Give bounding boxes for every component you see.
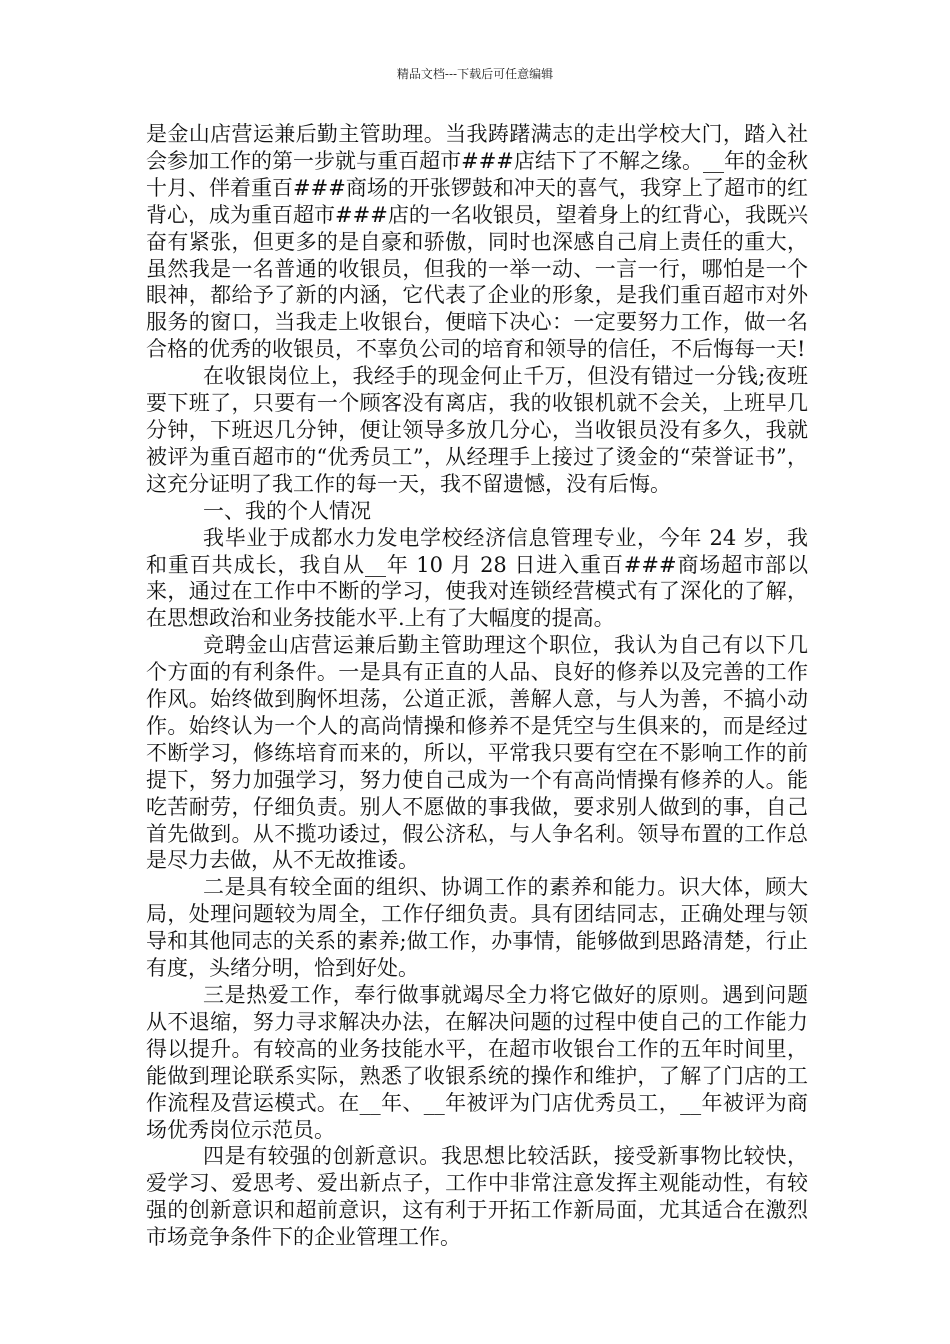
paragraph-4: 竞聘金山店营运兼后勤主管助理这个职位，我认为自己有以下几个方面的有利条件。一是具有正直的人品、良好的修养以及完善的工作作风。始终做到胸怀坦荡，公道正派，善解人意，与人为善，不搞小动作。始终认为一个人的高尚情操和修养不是凭空与生俱来的，而是经过不断学习，修练培育而来的，所以，平常我只要有空在不影响工作的前提下，努力加强学习，努力使自己成为一个有高尚情操有修养的人。能吃苦耐劳，仔细负责。别人不愿做的事我做，要求别人做到的事，自己首先做到。从不揽功诿过，假公济私，与人争名利。领导布置的工作总是尽力去做，从不无故推诿。 — [146, 633, 808, 873]
paragraph-7: 四是有较强的创新意识。我思想比较活跃，接受新事物比较快，爱学习、爱思考、爱出新点子，工作中非常注意发挥主观能动性，有较强的创新意识和超前意识，这有利于开拓工作新局面，尤其适合在激烈市场竞争条件下的企业管理工作。 — [146, 1144, 808, 1250]
paragraph-3: 我毕业于成都水力发电学校经济信息管理专业，今年 24 岁，我和重百共成长，我自从__年 10 月 28 日进入重百###商场超市部以来，通过在工作中不断的学习，使我对连锁经营模式有了深化的了解，在思想政治和业务技能水平.上有了大幅度的提高。 — [146, 525, 808, 631]
paragraph-2: 在收银岗位上，我经手的现金何止千万，但没有错过一分钱;夜班要下班了，只要有一个顾客没有离店，我的收银机就不会关，上班早几分钟，下班迟几分钟，便让领导多放几分心，当收银员没有多久，我就被评为重百超市的“优秀员工”，从经理手上接过了烫金的“荣誉证书”，这充分证明了我工作的每一天，我不留遗憾，没有后悔。 — [146, 364, 808, 496]
paragraph-5: 二是具有较全面的组织、协调工作的素养和能力。识大体，顾大局，处理问题较为周全，工作仔细负责。具有团结同志，正确处理与领导和其他同志的关系的素养;做工作，办事情，能够做到思路清楚，行止有度，头绪分明，恰到好处。 — [146, 875, 808, 981]
paragraph-6: 三是热爱工作，奉行做事就竭尽全力将它做好的原则。遇到问题从不退缩，努力寻求解决办法，在解决问题的过程中使自己的工作能力得以提升。有较高的业务技能水平，在超市收银台工作的五年时间里，能做到理论联系实际，熟悉了收银系统的操作和维护，了解了门店的工作流程及营运模式。在__年、__年被评为门店优秀员工，__年被评为商场优秀岗位示范员。 — [146, 983, 808, 1142]
paragraph-1: 是金山店营运兼后勤主管助理。当我踌躇满志的走出学校大门，踏入社会参加工作的第一步就与重百超市###店结下了不解之缘。__年的金秋十月、伴着重百###商场的开张锣鼓和冲天的喜气，我穿上了超市的红背心，成为重百超市###店的一名收银员，望着身上的红背心，我既兴奋有紧张，但更多的是自豪和骄傲，同时也深感自己肩上责任的重大，虽然我是一名普通的收银员，但我的一举一动、一言一行，哪怕是一个眼神，都给予了新的内涵，它代表了企业的形象，是我们重百超市对外服务的窗口，当我走上收银台，便暗下决心：一定要努力工作，做一名合格的优秀的收银员，不辜负公司的培育和领导的信任，不后悔每一天! — [146, 122, 808, 362]
document-body — [146, 121, 808, 1251]
section-heading-personal: 一、我的个人情况 — [203, 498, 371, 523]
page-header: 精品文档---下载后可任意编辑 — [396, 67, 554, 81]
